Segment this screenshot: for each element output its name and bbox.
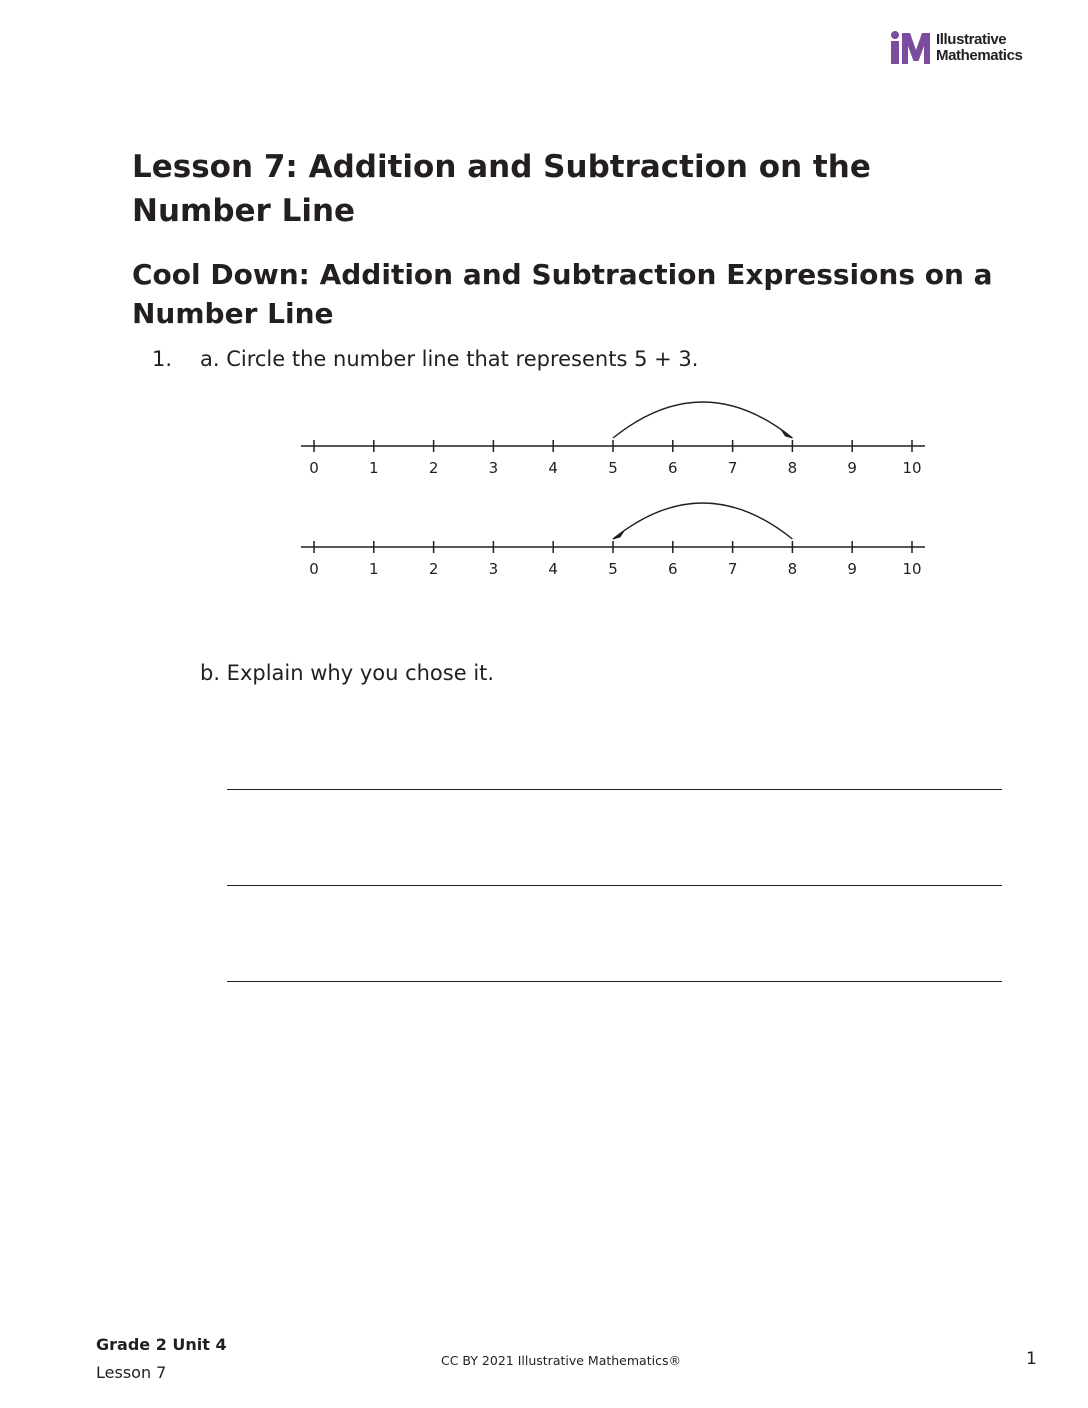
logo-line-1: Illustrative	[936, 31, 1007, 48]
tick-label: 10	[902, 560, 922, 578]
jump-arc	[613, 402, 792, 438]
tick-label: 1	[369, 560, 379, 578]
tick-label: 9	[847, 459, 857, 477]
question-number: 1.	[152, 347, 173, 371]
question-part-b: b. Explain why you chose it.	[200, 661, 495, 685]
cooldown-title: Cool Down: Addition and Subtraction Expressions on a Number Line	[132, 258, 993, 330]
tick-label: 6	[668, 459, 678, 477]
tick-label: 4	[548, 560, 558, 578]
illustrative-mathematics-logo	[889, 30, 1049, 70]
lesson-title: Lesson 7: Addition and Subtraction on the Number Line	[132, 149, 871, 229]
tick-label: 3	[488, 560, 499, 578]
tick-label: 4	[548, 459, 558, 477]
tick-label: 10	[902, 459, 922, 477]
tick-label: 2	[428, 459, 439, 477]
jump-arrowhead	[613, 531, 624, 539]
answer-line-1[interactable]	[227, 789, 1002, 790]
footer-page-number: 1	[1026, 1349, 1037, 1369]
tick-label: 9	[847, 560, 857, 578]
tick-label: 5	[608, 459, 618, 477]
tick-label: 7	[727, 459, 738, 477]
footer-lesson: Lesson 7	[96, 1363, 167, 1382]
tick-label: 8	[787, 560, 798, 578]
jump-arrowhead	[781, 430, 792, 438]
logo-wordmark	[936, 32, 1022, 64]
tick-label: 2	[428, 560, 439, 578]
number-line-2[interactable]	[298, 497, 928, 597]
jump-arc	[613, 503, 792, 539]
tick-label: 1	[369, 459, 379, 477]
answer-line-2[interactable]	[227, 885, 1002, 886]
footer-copyright: CC BY 2021 Illustrative Mathematics®	[441, 1353, 681, 1368]
tick-label: 7	[727, 560, 738, 578]
im-logo-icon	[889, 30, 933, 66]
tick-label: 8	[787, 459, 798, 477]
tick-label: 0	[309, 560, 319, 578]
tick-label: 5	[608, 560, 618, 578]
tick-label: 6	[668, 560, 678, 578]
number-line-1[interactable]	[298, 396, 928, 496]
question-part-a: a. Circle the number line that represents 5 + 3.	[200, 347, 699, 371]
logo-line-2: Mathematics	[936, 47, 1023, 64]
answer-line-3[interactable]	[227, 981, 1002, 982]
tick-label: 3	[488, 459, 499, 477]
footer-grade-unit: Grade 2 Unit 4	[96, 1335, 227, 1354]
tick-label: 0	[309, 459, 319, 477]
